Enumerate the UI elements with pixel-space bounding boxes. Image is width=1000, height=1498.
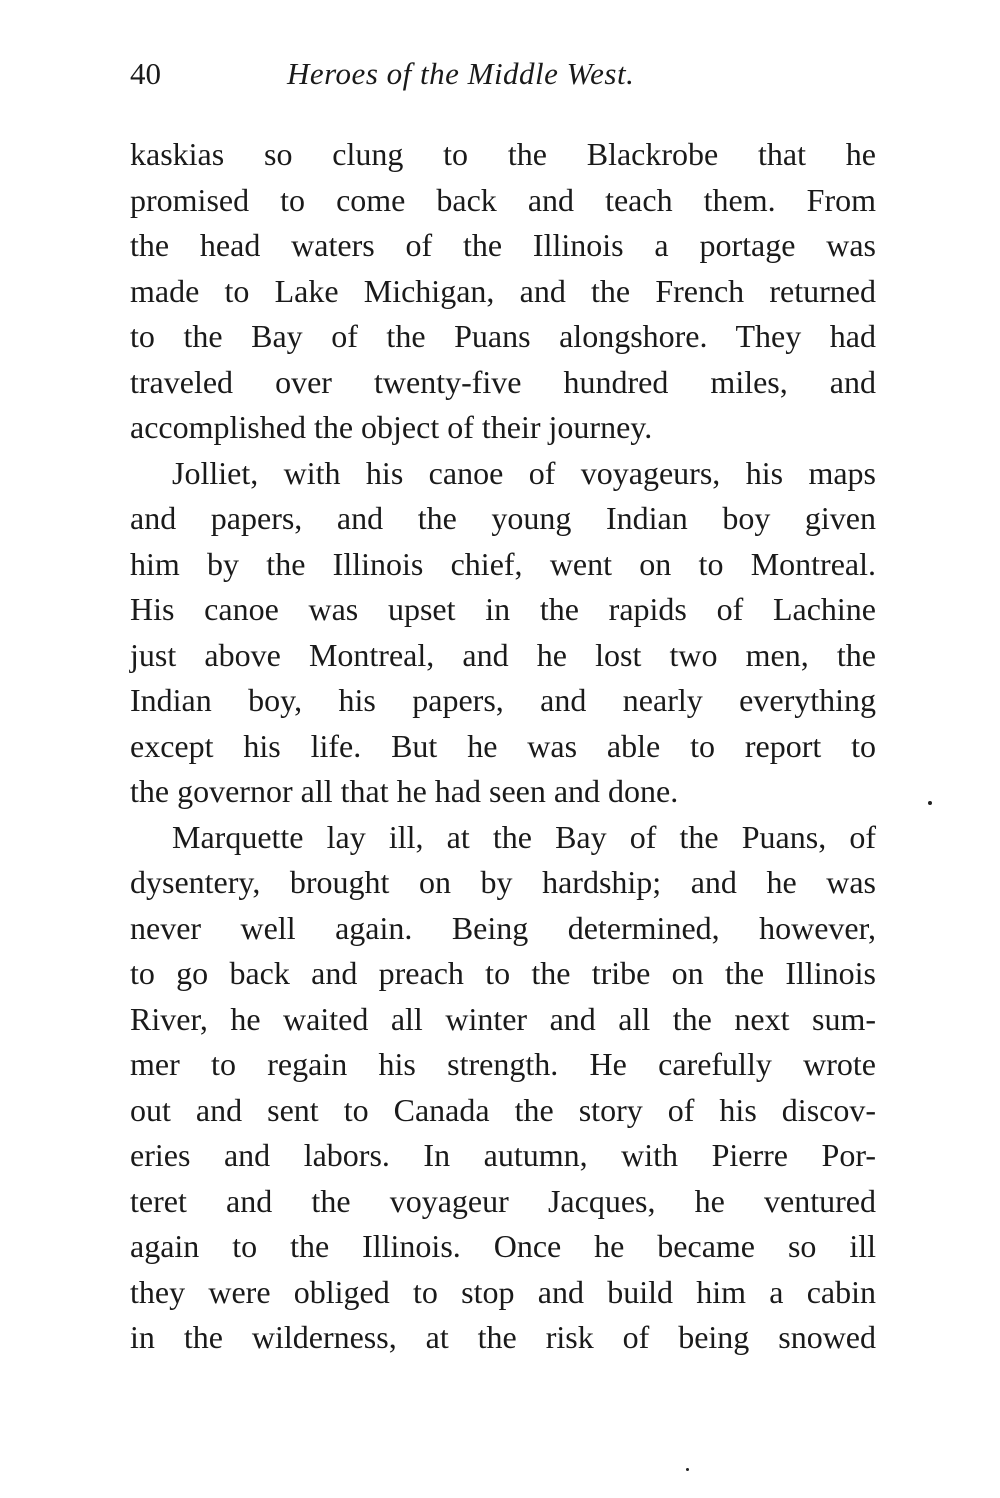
- body-text: [130, 132, 876, 1361]
- running-title: Heroes of the Middle West.: [287, 56, 635, 91]
- text-line: the head waters of the Illinois a portage was: [130, 227, 876, 263]
- text-line: the governor all that he had seen and done.: [130, 773, 679, 809]
- text-line: they were obliged to stop and build him a cabin: [130, 1273, 876, 1310]
- text-line: teret and the voyageur Jacques, he ventured: [130, 1182, 876, 1219]
- paragraph-2: [130, 451, 876, 815]
- paragraph-3: [130, 815, 876, 1361]
- paragraph-1: [130, 132, 876, 451]
- print-speck: [928, 801, 932, 805]
- text-line: mer to regain his strength. He carefully wrote: [130, 1046, 876, 1082]
- text-line: made to Lake Michigan, and the French returned: [130, 272, 876, 309]
- text-line: never well again. Being determined, however,: [130, 909, 876, 946]
- text-line: Indian boy, his papers, and nearly everything: [130, 682, 876, 718]
- text-line: to the Bay of the Puans alongshore. They had: [130, 318, 876, 354]
- text-line: River, he waited all winter and all the next sum-: [130, 1000, 876, 1037]
- text-line: in the wilderness, at the risk of being snowed: [130, 1319, 876, 1355]
- text-line: Jolliet, with his canoe of voyageurs, his maps: [172, 454, 876, 491]
- running-header: [130, 52, 876, 102]
- text-line: His canoe was upset in the rapids of Lachine: [130, 591, 876, 627]
- text-line: and papers, and the young Indian boy given: [130, 500, 876, 536]
- text-line: accomplished the object of their journey.: [130, 409, 653, 445]
- text-line: traveled over twenty-five hundred miles, and: [130, 363, 876, 400]
- text-line: him by the Illinois chief, went on to Montreal.: [130, 545, 876, 582]
- text-line: promised to come back and teach them. From: [130, 181, 876, 218]
- text-line: dysentery, brought on by hardship; and he was: [130, 864, 876, 900]
- text-line: Marquette lay ill, at the Bay of the Puans, of: [172, 818, 876, 855]
- text-line: just above Montreal, and he lost two men, the: [130, 636, 876, 673]
- text-line: kaskias so clung to the Blackrobe that he: [130, 136, 876, 172]
- text-line: out and sent to Canada the story of his discov-: [130, 1091, 876, 1128]
- text-line: except his life. But he was able to report to: [130, 727, 876, 764]
- text-line: to go back and preach to the tribe on the Illinois: [130, 955, 876, 991]
- print-speck: [686, 1468, 689, 1471]
- page-number: 40: [130, 56, 161, 91]
- text-line: again to the Illinois. Once he became so ill: [130, 1228, 876, 1264]
- text-line: eries and labors. In autumn, with Pierre Por-: [130, 1137, 876, 1173]
